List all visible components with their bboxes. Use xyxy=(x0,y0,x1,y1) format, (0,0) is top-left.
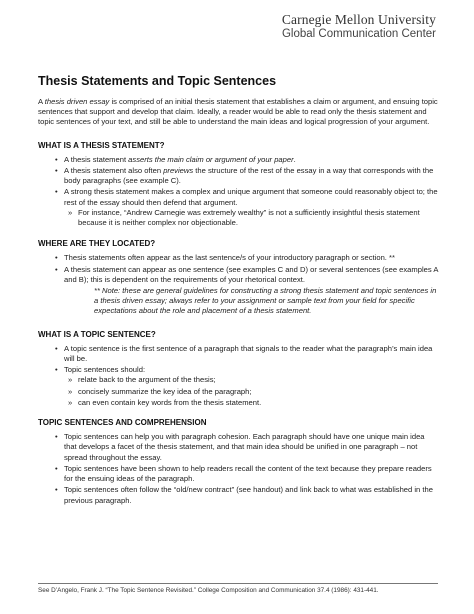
list-item: • Topic sentences often follow the “old/new contract” (see handout) and link back to what was established in the previous paragraph. xyxy=(64,485,438,505)
heading-what-topic: WHAT IS A TOPIC SENTENCE? xyxy=(38,329,156,339)
bullet-text: A thesis statement xyxy=(64,154,129,164)
intro-text-start: A xyxy=(38,97,45,106)
bullet-emphasis: asserts the main claim or argument of your paper xyxy=(128,154,294,164)
list-item: • Topic sentences can help you with paragraph cohesion. Each paragraph should have one unique main idea that develops a facet of the thesis statement, and that main idea should be unified in one paragraph – not spread throughout the essay. xyxy=(64,432,438,463)
bullet-emphasis: previews xyxy=(163,166,194,176)
center-name: Global Communication Center xyxy=(281,28,436,40)
document-body xyxy=(38,97,438,507)
list-item xyxy=(64,166,438,186)
page-title: Thesis Statements and Topic Sentences xyxy=(38,74,277,88)
list-item xyxy=(64,365,438,408)
heading-what-thesis: WHAT IS A THESIS STATEMENT? xyxy=(38,140,165,150)
bullet-text: A thesis statement also often xyxy=(64,166,164,176)
bullet-text: A strong thesis statement makes a complex and unique argument that someone could reasonably object to; the rest of the essay should then defend that argument. xyxy=(64,187,438,207)
sub-list xyxy=(64,208,438,228)
intro-emphasis: thesis driven essay xyxy=(44,97,110,106)
comprehension-list xyxy=(38,432,438,505)
topic-list xyxy=(38,344,438,408)
page-header xyxy=(282,12,436,41)
list-item: • A topic sentence is the first sentence of a paragraph that signals to the reader what the paragraph’s main idea will be. xyxy=(64,344,438,364)
intro-paragraph xyxy=(38,97,438,128)
university-name: Carnegie Mellon University xyxy=(281,12,436,27)
note-paragraph: ** Note: these are general guidelines for constructing a strong thesis statement and topic sentences in a thesis driven essay; always refer to your assignment or sample text from your field for specific expectations about the role and placement of a thesis statement. xyxy=(94,286,437,316)
thesis-list xyxy=(38,155,438,228)
bullet-text: Topic sentences should: xyxy=(64,365,146,375)
list-item: • A thesis statement can appear as one sentence (see examples C and D) or several sentences (see examples A and B); this is dependent on the requirements of your rhetorical context. xyxy=(64,265,438,285)
intro-text-end: is comprised of an initial thesis statement that establishes a claim or argument, and ensuing topic sentences that support and develop that claim. Ideally, a reader would be able to read only the thesis statement and topic sentences of your text, and still be able to understand the main ideas and logical progression of your argument. xyxy=(38,97,438,127)
list-item xyxy=(64,187,438,228)
sub-list-item: » For instance, “Andrew Carnegie was extremely wealthy” is not a sufficiently insightful thesis statement because it is neither complex nor objectionable. xyxy=(78,208,438,228)
location-list xyxy=(38,253,438,285)
bullet-text-end: the structure of the rest of the essay in a way that corresponds with the body paragraphs (see example C). xyxy=(64,166,434,186)
sub-list-item: » can even contain key words from the thesis statement. xyxy=(78,398,438,408)
list-item: • Topic sentences have been shown to help readers recall the content of the text because they prepare readers for the ensuing ideas of the paragraph. xyxy=(64,464,438,484)
sub-list-item: » relate back to the argument of the thesis; xyxy=(78,375,438,385)
sub-list xyxy=(64,375,438,408)
heading-where-located: WHERE ARE THEY LOCATED? xyxy=(38,239,156,249)
bullet-text-end: . xyxy=(293,154,296,164)
list-item: • Thesis statements often appear as the last sentence/s of your introductory paragraph or section. ** xyxy=(64,253,438,263)
footnote-divider xyxy=(38,583,438,584)
heading-comprehension: TOPIC SENTENCES AND COMPREHENSION xyxy=(38,418,207,428)
sub-list-item: » concisely summarize the key idea of the paragraph; xyxy=(78,387,438,397)
footnote: See D’Angelo, Frank J. “The Topic Sentence Revisited.” College Composition and Communication 37.4 (1986): 431-441. xyxy=(38,587,379,594)
list-item xyxy=(64,155,438,165)
